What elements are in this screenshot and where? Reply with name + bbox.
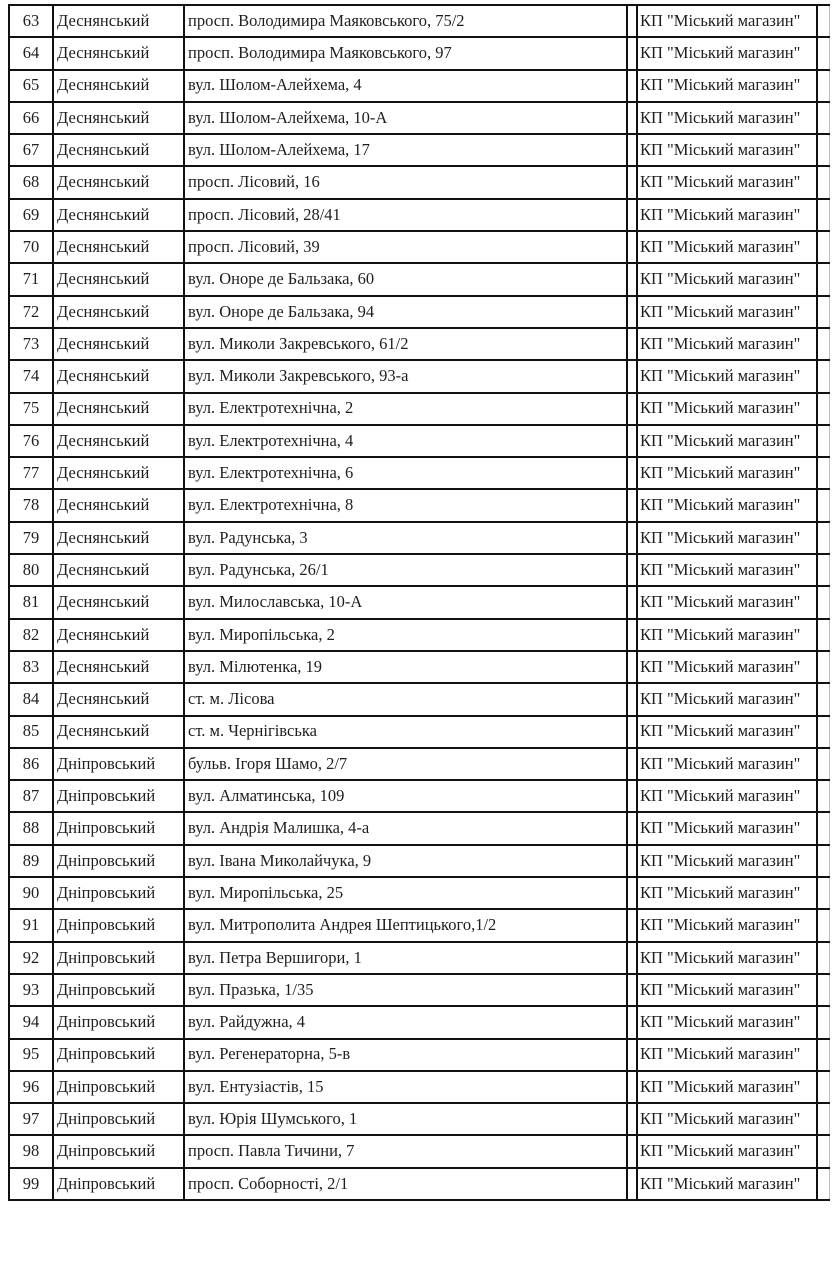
edge-cell: [817, 166, 829, 198]
row-number: 85: [9, 716, 53, 748]
row-number: 90: [9, 877, 53, 909]
row-number: 94: [9, 1006, 53, 1038]
edge-cell: [817, 780, 829, 812]
spacer-cell: [627, 651, 637, 683]
district-cell: Деснянський: [53, 619, 184, 651]
edge-cell: [817, 5, 829, 37]
row-number: 96: [9, 1071, 53, 1103]
address-cell: вул. Миколи Закревського, 61/2: [184, 328, 627, 360]
district-cell: Деснянський: [53, 37, 184, 69]
edge-cell: [817, 974, 829, 1006]
edge-cell: [817, 457, 829, 489]
address-cell: вул. Миропільська, 2: [184, 619, 627, 651]
address-cell: просп. Володимира Маяковського, 75/2: [184, 5, 627, 37]
spacer-cell: [627, 942, 637, 974]
row-number: 75: [9, 393, 53, 425]
table-row: [9, 1071, 829, 1103]
spacer-cell: [627, 1135, 637, 1167]
row-number: 65: [9, 70, 53, 102]
spacer-cell: [627, 37, 637, 69]
address-cell: вул. Алматинська, 109: [184, 780, 627, 812]
edge-cell: [817, 716, 829, 748]
address-cell: вул. Оноре де Бальзака, 94: [184, 296, 627, 328]
spacer-cell: [627, 199, 637, 231]
spacer-cell: [627, 489, 637, 521]
row-number: 93: [9, 974, 53, 1006]
edge-cell: [817, 651, 829, 683]
district-cell: Дніпровський: [53, 942, 184, 974]
edge-cell: [817, 102, 829, 134]
table-row: [9, 199, 829, 231]
district-cell: Дніпровський: [53, 748, 184, 780]
address-cell: вул. Електротехнічна, 4: [184, 425, 627, 457]
district-cell: Деснянський: [53, 296, 184, 328]
address-cell: вул. Ентузіастів, 15: [184, 1071, 627, 1103]
address-cell: бульв. Ігоря Шамо, 2/7: [184, 748, 627, 780]
edge-cell: [817, 328, 829, 360]
table-row: [9, 360, 829, 392]
row-number: 79: [9, 522, 53, 554]
row-number: 63: [9, 5, 53, 37]
spacer-cell: [627, 166, 637, 198]
edge-cell: [817, 1135, 829, 1167]
district-cell: Деснянський: [53, 683, 184, 715]
address-cell: вул. Юрія Шумського, 1: [184, 1103, 627, 1135]
district-cell: Дніпровський: [53, 845, 184, 877]
edge-cell: [817, 489, 829, 521]
operator-cell: КП "Міський магазин": [637, 942, 817, 974]
row-number: 67: [9, 134, 53, 166]
district-cell: Деснянський: [53, 166, 184, 198]
spacer-cell: [627, 328, 637, 360]
operator-cell: КП "Міський магазин": [637, 651, 817, 683]
district-cell: Деснянський: [53, 102, 184, 134]
spacer-cell: [627, 748, 637, 780]
table-row: [9, 263, 829, 295]
operator-cell: КП "Міський магазин": [637, 877, 817, 909]
spacer-cell: [627, 522, 637, 554]
table-row: [9, 393, 829, 425]
row-number: 98: [9, 1135, 53, 1167]
address-cell: просп. Лісовий, 39: [184, 231, 627, 263]
table-row: [9, 457, 829, 489]
address-cell: вул. Райдужна, 4: [184, 1006, 627, 1038]
spacer-cell: [627, 70, 637, 102]
table-row: [9, 425, 829, 457]
table-row: [9, 748, 829, 780]
table-row: [9, 974, 829, 1006]
table-row: [9, 586, 829, 618]
edge-cell: [817, 70, 829, 102]
row-number: 74: [9, 360, 53, 392]
district-cell: Дніпровський: [53, 974, 184, 1006]
operator-cell: КП "Міський магазин": [637, 425, 817, 457]
operator-cell: КП "Міський магазин": [637, 1168, 817, 1200]
operator-cell: КП "Міський магазин": [637, 748, 817, 780]
edge-cell: [817, 134, 829, 166]
row-number: 66: [9, 102, 53, 134]
address-cell: вул. Мілютенка, 19: [184, 651, 627, 683]
operator-cell: КП "Міський магазин": [637, 1135, 817, 1167]
address-cell: просп. Лісовий, 16: [184, 166, 627, 198]
locations-table: [8, 4, 830, 1201]
operator-cell: КП "Міський магазин": [637, 199, 817, 231]
table-row: [9, 1103, 829, 1135]
district-cell: Дніпровський: [53, 877, 184, 909]
table-row: [9, 619, 829, 651]
edge-cell: [817, 748, 829, 780]
table-row: [9, 166, 829, 198]
spacer-cell: [627, 909, 637, 941]
spacer-cell: [627, 296, 637, 328]
table-row: [9, 683, 829, 715]
spacer-cell: [627, 683, 637, 715]
row-number: 89: [9, 845, 53, 877]
address-cell: вул. Празька, 1/35: [184, 974, 627, 1006]
spacer-cell: [627, 1006, 637, 1038]
edge-cell: [817, 942, 829, 974]
operator-cell: КП "Міський магазин": [637, 70, 817, 102]
district-cell: Деснянський: [53, 651, 184, 683]
address-cell: вул. Івана Миколайчука, 9: [184, 845, 627, 877]
address-cell: просп. Павла Тичини, 7: [184, 1135, 627, 1167]
edge-cell: [817, 683, 829, 715]
operator-cell: КП "Міський магазин": [637, 231, 817, 263]
spacer-cell: [627, 619, 637, 651]
row-number: 70: [9, 231, 53, 263]
operator-cell: КП "Міський магазин": [637, 1006, 817, 1038]
district-cell: Деснянський: [53, 199, 184, 231]
address-cell: просп. Володимира Маяковського, 97: [184, 37, 627, 69]
address-cell: вул. Андрія Малишка, 4-а: [184, 812, 627, 844]
row-number: 95: [9, 1039, 53, 1071]
address-cell: вул. Електротехнічна, 6: [184, 457, 627, 489]
row-number: 64: [9, 37, 53, 69]
operator-cell: КП "Міський магазин": [637, 586, 817, 618]
spacer-cell: [627, 877, 637, 909]
district-cell: Деснянський: [53, 231, 184, 263]
address-cell: вул. Миропільська, 25: [184, 877, 627, 909]
address-cell: вул. Милославська, 10-А: [184, 586, 627, 618]
table-row: [9, 909, 829, 941]
edge-cell: [817, 263, 829, 295]
district-cell: Дніпровський: [53, 1039, 184, 1071]
operator-cell: КП "Міський магазин": [637, 1103, 817, 1135]
table-row: [9, 522, 829, 554]
district-cell: Деснянський: [53, 393, 184, 425]
address-cell: просп. Соборності, 2/1: [184, 1168, 627, 1200]
row-number: 82: [9, 619, 53, 651]
table-row: [9, 812, 829, 844]
operator-cell: КП "Міський магазин": [637, 812, 817, 844]
edge-cell: [817, 554, 829, 586]
table-row: [9, 780, 829, 812]
address-cell: вул. Радунська, 3: [184, 522, 627, 554]
row-number: 86: [9, 748, 53, 780]
operator-cell: КП "Міський магазин": [637, 360, 817, 392]
table-body: [9, 5, 829, 1200]
table-row: [9, 5, 829, 37]
address-cell: вул. Митрополита Андрея Шептицького,1/2: [184, 909, 627, 941]
edge-cell: [817, 812, 829, 844]
district-cell: Дніпровський: [53, 1103, 184, 1135]
table-row: [9, 1135, 829, 1167]
operator-cell: КП "Міський магазин": [637, 37, 817, 69]
row-number: 73: [9, 328, 53, 360]
address-cell: вул. Шолом-Алейхема, 4: [184, 70, 627, 102]
district-cell: Деснянський: [53, 70, 184, 102]
row-number: 97: [9, 1103, 53, 1135]
spacer-cell: [627, 974, 637, 1006]
edge-cell: [817, 619, 829, 651]
address-cell: вул. Електротехнічна, 8: [184, 489, 627, 521]
address-cell: вул. Шолом-Алейхема, 10-А: [184, 102, 627, 134]
row-number: 91: [9, 909, 53, 941]
operator-cell: КП "Міський магазин": [637, 263, 817, 295]
table-row: [9, 554, 829, 586]
district-cell: Деснянський: [53, 457, 184, 489]
table-row: [9, 296, 829, 328]
row-number: 87: [9, 780, 53, 812]
district-cell: Деснянський: [53, 5, 184, 37]
address-cell: ст. м. Чернігівська: [184, 716, 627, 748]
table-row: [9, 134, 829, 166]
operator-cell: КП "Міський магазин": [637, 909, 817, 941]
district-cell: Деснянський: [53, 489, 184, 521]
spacer-cell: [627, 425, 637, 457]
district-cell: Дніпровський: [53, 812, 184, 844]
spacer-cell: [627, 360, 637, 392]
spacer-cell: [627, 1039, 637, 1071]
row-number: 88: [9, 812, 53, 844]
address-cell: вул. Оноре де Бальзака, 60: [184, 263, 627, 295]
operator-cell: КП "Міський магазин": [637, 522, 817, 554]
spacer-cell: [627, 586, 637, 618]
edge-cell: [817, 425, 829, 457]
edge-cell: [817, 586, 829, 618]
district-cell: Деснянський: [53, 360, 184, 392]
address-cell: вул. Радунська, 26/1: [184, 554, 627, 586]
district-cell: Деснянський: [53, 716, 184, 748]
table-row: [9, 1006, 829, 1038]
district-cell: Дніпровський: [53, 1135, 184, 1167]
operator-cell: КП "Міський магазин": [637, 1071, 817, 1103]
table-row: [9, 942, 829, 974]
table-row: [9, 489, 829, 521]
operator-cell: КП "Міський магазин": [637, 457, 817, 489]
address-cell: просп. Лісовий, 28/41: [184, 199, 627, 231]
spacer-cell: [627, 1071, 637, 1103]
operator-cell: КП "Міський магазин": [637, 619, 817, 651]
edge-cell: [817, 522, 829, 554]
operator-cell: КП "Міський магазин": [637, 5, 817, 37]
district-cell: Деснянський: [53, 554, 184, 586]
spacer-cell: [627, 5, 637, 37]
operator-cell: КП "Міський магазин": [637, 780, 817, 812]
row-number: 81: [9, 586, 53, 618]
spacer-cell: [627, 1103, 637, 1135]
address-cell: вул. Регенераторна, 5-в: [184, 1039, 627, 1071]
district-cell: Деснянський: [53, 522, 184, 554]
edge-cell: [817, 845, 829, 877]
district-cell: Дніпровський: [53, 909, 184, 941]
operator-cell: КП "Міський магазин": [637, 554, 817, 586]
operator-cell: КП "Міський магазин": [637, 489, 817, 521]
edge-cell: [817, 231, 829, 263]
operator-cell: КП "Міський магазин": [637, 845, 817, 877]
edge-cell: [817, 360, 829, 392]
district-cell: Деснянський: [53, 425, 184, 457]
operator-cell: КП "Міський магазин": [637, 134, 817, 166]
address-cell: вул. Петра Вершигори, 1: [184, 942, 627, 974]
spacer-cell: [627, 231, 637, 263]
operator-cell: КП "Міський магазин": [637, 393, 817, 425]
district-cell: Дніпровський: [53, 1168, 184, 1200]
district-cell: Дніпровський: [53, 1071, 184, 1103]
address-cell: вул. Електротехнічна, 2: [184, 393, 627, 425]
spacer-cell: [627, 134, 637, 166]
row-number: 76: [9, 425, 53, 457]
edge-cell: [817, 909, 829, 941]
edge-cell: [817, 1006, 829, 1038]
row-number: 78: [9, 489, 53, 521]
row-number: 69: [9, 199, 53, 231]
spacer-cell: [627, 263, 637, 295]
table-row: [9, 845, 829, 877]
table-row: [9, 70, 829, 102]
spacer-cell: [627, 716, 637, 748]
operator-cell: КП "Міський магазин": [637, 102, 817, 134]
edge-cell: [817, 1168, 829, 1200]
operator-cell: КП "Міський магазин": [637, 716, 817, 748]
row-number: 92: [9, 942, 53, 974]
row-number: 99: [9, 1168, 53, 1200]
table-row: [9, 37, 829, 69]
document-page: [8, 4, 828, 1201]
district-cell: Деснянський: [53, 263, 184, 295]
district-cell: Дніпровський: [53, 1006, 184, 1038]
district-cell: Деснянський: [53, 134, 184, 166]
spacer-cell: [627, 780, 637, 812]
row-number: 80: [9, 554, 53, 586]
edge-cell: [817, 1039, 829, 1071]
table-row: [9, 102, 829, 134]
address-cell: вул. Миколи Закревського, 93-а: [184, 360, 627, 392]
row-number: 72: [9, 296, 53, 328]
edge-cell: [817, 877, 829, 909]
operator-cell: КП "Міський магазин": [637, 974, 817, 1006]
edge-cell: [817, 296, 829, 328]
spacer-cell: [627, 1168, 637, 1200]
edge-cell: [817, 199, 829, 231]
row-number: 84: [9, 683, 53, 715]
table-row: [9, 716, 829, 748]
edge-cell: [817, 1103, 829, 1135]
operator-cell: КП "Міський магазин": [637, 1039, 817, 1071]
edge-cell: [817, 37, 829, 69]
spacer-cell: [627, 554, 637, 586]
spacer-cell: [627, 393, 637, 425]
row-number: 68: [9, 166, 53, 198]
row-number: 71: [9, 263, 53, 295]
spacer-cell: [627, 845, 637, 877]
table-row: [9, 877, 829, 909]
operator-cell: КП "Міський магазин": [637, 296, 817, 328]
operator-cell: КП "Міський магазин": [637, 166, 817, 198]
table-row: [9, 328, 829, 360]
address-cell: вул. Шолом-Алейхема, 17: [184, 134, 627, 166]
address-cell: ст. м. Лісова: [184, 683, 627, 715]
edge-cell: [817, 1071, 829, 1103]
edge-cell: [817, 393, 829, 425]
operator-cell: КП "Міський магазин": [637, 683, 817, 715]
table-row: [9, 1168, 829, 1200]
district-cell: Деснянський: [53, 586, 184, 618]
table-row: [9, 231, 829, 263]
spacer-cell: [627, 812, 637, 844]
spacer-cell: [627, 102, 637, 134]
district-cell: Дніпровський: [53, 780, 184, 812]
table-row: [9, 1039, 829, 1071]
spacer-cell: [627, 457, 637, 489]
table-row: [9, 651, 829, 683]
operator-cell: КП "Міський магазин": [637, 328, 817, 360]
row-number: 77: [9, 457, 53, 489]
row-number: 83: [9, 651, 53, 683]
district-cell: Деснянський: [53, 328, 184, 360]
